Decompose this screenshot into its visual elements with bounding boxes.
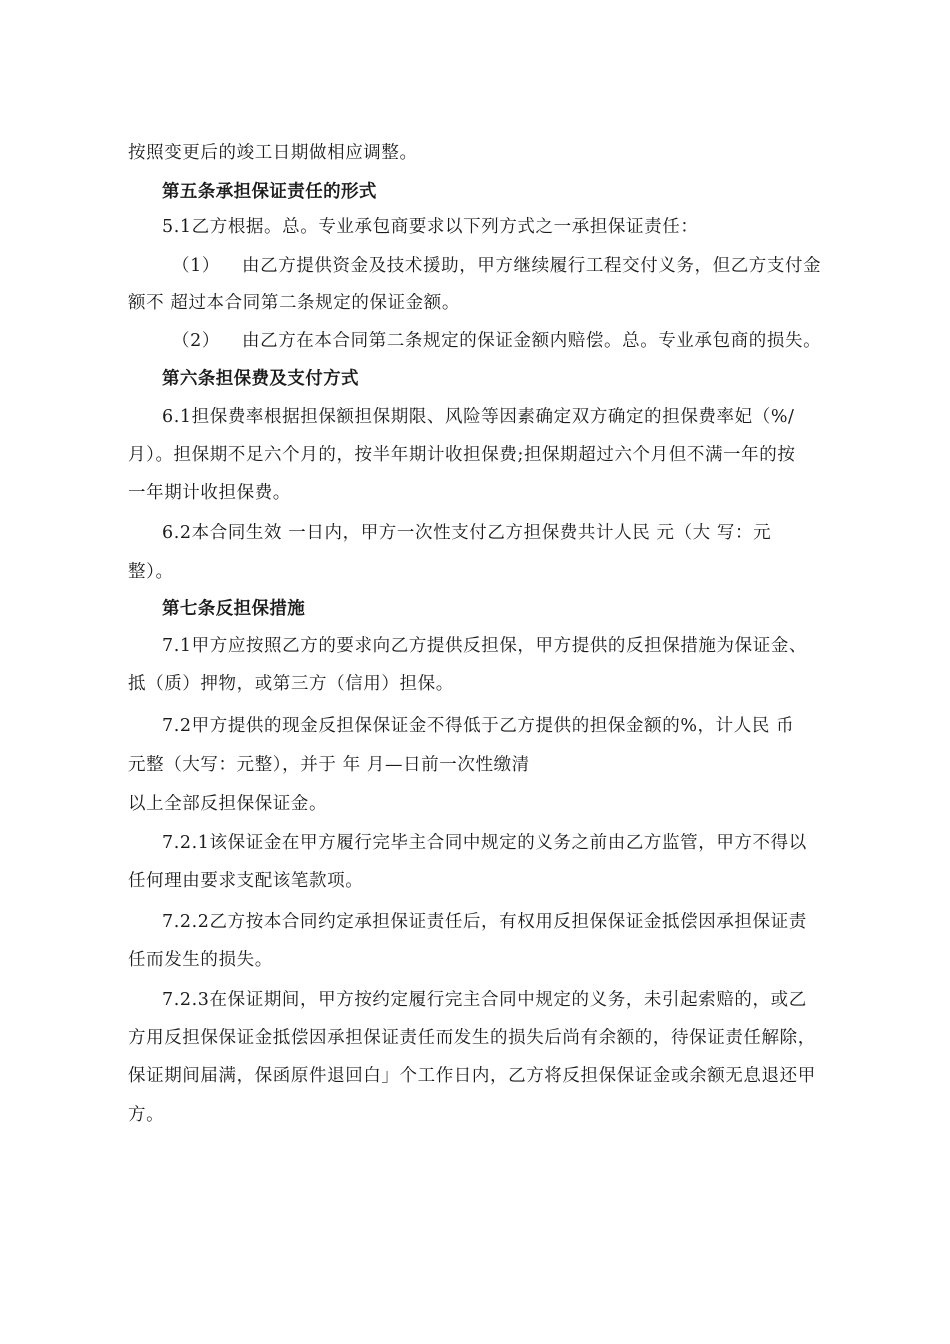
- paragraph-line: 整）。: [128, 562, 174, 582]
- clause-7-1: 7.1甲方应按照乙方的要求向乙方提供反担保，甲方提供的反担保措施为保证金、: [162, 636, 808, 656]
- clause-7-2: 7.2甲方提供的现金反担保保证金不得低于乙方提供的担保金额的%，计人民 币: [162, 716, 795, 736]
- paragraph-line: 任而发生的损失。: [128, 950, 273, 970]
- clause-6-2: 6.2本合同生效 一日内，甲方一次性支付乙方担保费共计人民 元（大 写：元: [162, 523, 772, 543]
- article-7-heading: 第七条反担保措施: [162, 599, 306, 619]
- paragraph-line: 保证期间届满，保函原件退回白」个工作日内，乙方将反担保保证金或余额无息退还甲: [128, 1066, 816, 1086]
- list-item-text: 由乙方在本合同第二条规定的保证金额内赔偿。总。专业承包商的损失。: [242, 331, 822, 351]
- clause-7-2-2: 7.2.2乙方按本合同约定承担保证责任后，有权用反担保保证金抵偿因承担保证责: [162, 912, 807, 932]
- paragraph-line: 按照变更后的竣工日期做相应调整。: [128, 143, 418, 163]
- paragraph-line: 元整（大写：元整），并于 年 月—日前一次性缴清: [128, 755, 530, 775]
- clause-7-2-1: 7.2.1该保证金在甲方履行完毕主合同中规定的义务之前由乙方监管，甲方不得以: [162, 833, 807, 853]
- list-item-number: （1）: [172, 256, 220, 276]
- list-item-text: 由乙方提供资金及技术援助，甲方继续履行工程交付义务，但乙方支付金: [242, 256, 822, 276]
- paragraph-line: 任何理由要求支配该笔款项。: [128, 871, 364, 891]
- paragraph-line: 方。: [128, 1105, 165, 1125]
- paragraph-line: 额不 超过本合同第二条规定的保证金额。: [128, 293, 460, 313]
- clause-5-1: 5.1乙方根据。总。专业承包商要求以下列方式之一承担保证责任：: [162, 217, 699, 237]
- paragraph-line: 以上全部反担保保证金。: [128, 794, 328, 814]
- paragraph-line: 月）。担保期不足六个月的，按半年期计收担保费;担保期超过六个月但不满一年的按: [128, 445, 796, 465]
- clause-7-2-3: 7.2.3在保证期间，甲方按约定履行完主合同中规定的义务，未引起索赔的，或乙: [162, 990, 807, 1010]
- article-5-heading: 第五条承担保证责任的形式: [162, 182, 377, 202]
- list-item-number: （2）: [172, 331, 220, 351]
- list-item-1: [172, 255, 821, 277]
- paragraph-line: 方用反担保保证金抵偿因承担保证责任而发生的损失后尚有余额的，待保证责任解除，: [128, 1028, 816, 1048]
- article-6-heading: 第六条担保费及支付方式: [162, 369, 359, 389]
- clause-6-1: 6.1担保费率根据担保额担保期限、风险等因素确定双方确定的担保费率妃（%/: [162, 407, 795, 427]
- paragraph-line: 一年期计收担保费。: [128, 483, 291, 503]
- list-item-2: [172, 330, 821, 352]
- paragraph-line: 抵（质）押物，或第三方（信用）担保。: [128, 674, 454, 694]
